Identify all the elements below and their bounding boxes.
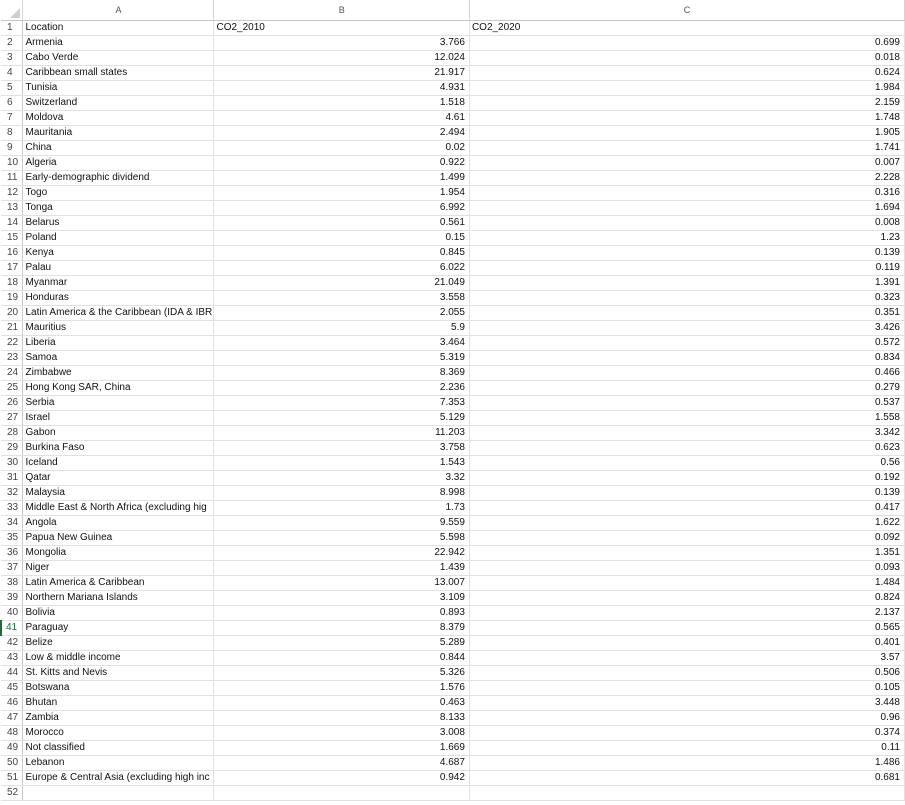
cell-location[interactable]: China (23, 140, 214, 155)
cell-co2-2020[interactable]: 0.092 (469, 530, 904, 545)
row-header[interactable]: 43 (1, 650, 23, 665)
row-header[interactable]: 20 (1, 305, 23, 320)
cell-location[interactable]: Serbia (23, 395, 214, 410)
table-row (1, 290, 905, 305)
cell-co2-2020[interactable]: 0.374 (469, 725, 904, 740)
cell-co2-2010[interactable]: 0.15 (214, 230, 469, 245)
cell-location[interactable]: Algeria (23, 155, 214, 170)
cell-co2-2010[interactable]: 8.379 (214, 620, 469, 635)
table-row (1, 635, 905, 650)
row-header[interactable]: 30 (1, 455, 23, 470)
table-row (1, 260, 905, 275)
cell-co2-2020[interactable]: 1.558 (469, 410, 904, 425)
row-header[interactable]: 7 (1, 110, 23, 125)
cell-co2-2020[interactable]: 3.448 (469, 695, 904, 710)
table-row (1, 770, 905, 785)
row-header[interactable]: 26 (1, 395, 23, 410)
cell-location[interactable]: Early-demographic dividend (23, 170, 214, 185)
cell-co2-2020[interactable]: 1.486 (469, 755, 904, 770)
column-header-b[interactable]: B (214, 0, 469, 20)
row-header[interactable]: 27 (1, 410, 23, 425)
table-row (1, 650, 905, 665)
cell-location[interactable]: Belarus (23, 215, 214, 230)
table-row (1, 65, 905, 80)
cell-co2-2010[interactable]: 2.055 (214, 305, 469, 320)
cell-co2-2020[interactable]: 0.466 (469, 365, 904, 380)
table-row (1, 515, 905, 530)
cell-co2-2010[interactable]: 3.464 (214, 335, 469, 350)
table-row (1, 95, 905, 110)
cell-co2-2010[interactable]: 1.669 (214, 740, 469, 755)
cell-co2-2010[interactable]: 8.369 (214, 365, 469, 380)
cell-location[interactable]: Not classified (23, 740, 214, 755)
column-header-c[interactable]: C (469, 0, 904, 20)
cell-co2-2010[interactable]: 5.319 (214, 350, 469, 365)
table-row (1, 590, 905, 605)
cell-co2-2010[interactable]: 21.917 (214, 65, 469, 80)
cell-co2-2010[interactable]: 9.559 (214, 515, 469, 530)
cell-co2-2020[interactable]: 0.623 (469, 440, 904, 455)
row-header[interactable]: 6 (1, 95, 23, 110)
table-row (1, 185, 905, 200)
table-row (1, 500, 905, 515)
cell-co2-2020[interactable]: 0.119 (469, 260, 904, 275)
cell-location[interactable]: Location (23, 20, 214, 35)
cell-co2-2010[interactable]: 3.766 (214, 35, 469, 50)
cell-co2-2020[interactable]: 0.56 (469, 455, 904, 470)
cell-co2-2010[interactable]: 0.02 (214, 140, 469, 155)
cell-co2-2020[interactable]: 0.008 (469, 215, 904, 230)
table-row (1, 560, 905, 575)
table-row (1, 605, 905, 620)
table-row (1, 695, 905, 710)
cell-co2-2010[interactable]: 3.109 (214, 590, 469, 605)
column-header-row (1, 0, 905, 20)
cell-co2-2020[interactable]: 2.137 (469, 605, 904, 620)
cell-co2-2010[interactable]: 2.494 (214, 125, 469, 140)
cell-location[interactable]: Gabon (23, 425, 214, 440)
table-row (1, 155, 905, 170)
cell-co2-2010[interactable]: 13.007 (214, 575, 469, 590)
row-header[interactable]: 51 (1, 770, 23, 785)
cell-co2-2020[interactable]: 0.093 (469, 560, 904, 575)
row-header[interactable]: 12 (1, 185, 23, 200)
cell-location[interactable]: Iceland (23, 455, 214, 470)
table-row (1, 530, 905, 545)
cell-location[interactable]: Zambia (23, 710, 214, 725)
cell-location[interactable]: Paraguay (23, 620, 214, 635)
cell-co2-2020[interactable]: 0.105 (469, 680, 904, 695)
row-header[interactable]: 13 (1, 200, 23, 215)
cell-co2-2020[interactable]: 0.537 (469, 395, 904, 410)
row-header[interactable]: 33 (1, 500, 23, 515)
row-header[interactable]: 31 (1, 470, 23, 485)
cell-co2-2010[interactable]: 8.133 (214, 710, 469, 725)
cell-co2-2020[interactable]: 1.484 (469, 575, 904, 590)
table-row (1, 425, 905, 440)
row-header[interactable]: 32 (1, 485, 23, 500)
cell-co2-2010[interactable]: 6.992 (214, 200, 469, 215)
cell-location[interactable]: Armenia (23, 35, 214, 50)
cell-location[interactable]: Lebanon (23, 755, 214, 770)
row-header[interactable]: 42 (1, 635, 23, 650)
cell-co2-2010[interactable]: 3.558 (214, 290, 469, 305)
row-header[interactable]: 35 (1, 530, 23, 545)
select-all-corner[interactable] (1, 0, 23, 20)
cell-location[interactable]: Tonga (23, 200, 214, 215)
row-header[interactable]: 19 (1, 290, 23, 305)
cell-co2-2020[interactable]: 3.57 (469, 650, 904, 665)
cell-co2-2020[interactable]: 0.192 (469, 470, 904, 485)
cell-location[interactable]: Poland (23, 230, 214, 245)
cell-co2-2020[interactable]: 0.824 (469, 590, 904, 605)
row-header[interactable]: 21 (1, 320, 23, 335)
cell-co2-2020[interactable]: 1.905 (469, 125, 904, 140)
cell-co2-2020[interactable]: 1.984 (469, 80, 904, 95)
table-row (1, 380, 905, 395)
row-header[interactable]: 52 (1, 785, 23, 800)
table-row (1, 35, 905, 50)
cell-co2-2010[interactable] (214, 785, 469, 800)
table-row (1, 575, 905, 590)
cell-co2-2010[interactable]: 0.463 (214, 695, 469, 710)
cell-co2-2010[interactable]: 0.561 (214, 215, 469, 230)
row-header[interactable]: 45 (1, 680, 23, 695)
cell-co2-2020[interactable]: 0.565 (469, 620, 904, 635)
cell-co2-2010[interactable]: 3.008 (214, 725, 469, 740)
cell-location[interactable]: Botswana (23, 680, 214, 695)
row-header[interactable]: 36 (1, 545, 23, 560)
table-row (1, 140, 905, 155)
cell-co2-2020[interactable]: 1.351 (469, 545, 904, 560)
cell-co2-2020[interactable]: 2.228 (469, 170, 904, 185)
cell-co2-2020[interactable]: 0.417 (469, 500, 904, 515)
table-row (1, 740, 905, 755)
cell-co2-2020[interactable]: 0.401 (469, 635, 904, 650)
table-row (1, 785, 905, 800)
cell-location[interactable]: Samoa (23, 350, 214, 365)
cell-location[interactable]: Mauritius (23, 320, 214, 335)
row-header[interactable]: 1 (1, 20, 23, 35)
row-header[interactable]: 11 (1, 170, 23, 185)
table-row (1, 410, 905, 425)
cell-location[interactable]: Moldova (23, 110, 214, 125)
cell-co2-2010[interactable]: 5.598 (214, 530, 469, 545)
cell-location[interactable]: Tunisia (23, 80, 214, 95)
table-row (1, 350, 905, 365)
row-header[interactable]: 46 (1, 695, 23, 710)
cell-co2-2020[interactable]: 0.279 (469, 380, 904, 395)
cell-location[interactable]: Bolivia (23, 605, 214, 620)
cell-location[interactable] (23, 785, 214, 800)
cell-co2-2020[interactable]: 3.342 (469, 425, 904, 440)
cell-location[interactable]: Myanmar (23, 275, 214, 290)
table-row (1, 485, 905, 500)
cell-co2-2020[interactable] (469, 785, 904, 800)
table-row (1, 245, 905, 260)
cell-location[interactable]: Mongolia (23, 545, 214, 560)
cell-co2-2010[interactable]: 1.954 (214, 185, 469, 200)
row-header[interactable]: 28 (1, 425, 23, 440)
cell-location[interactable]: Middle East & North Africa (excluding hig (23, 500, 214, 515)
cell-co2-2020[interactable]: 1.741 (469, 140, 904, 155)
row-header[interactable]: 40 (1, 605, 23, 620)
cell-co2-2020[interactable]: 1.391 (469, 275, 904, 290)
cell-co2-2020[interactable]: 0.007 (469, 155, 904, 170)
row-header[interactable]: 44 (1, 665, 23, 680)
cell-co2-2010[interactable]: 0.844 (214, 650, 469, 665)
cell-location[interactable]: Europe & Central Asia (excluding high inc (23, 770, 214, 785)
row-header[interactable]: 2 (1, 35, 23, 50)
cell-co2-2010[interactable]: 8.998 (214, 485, 469, 500)
cell-location[interactable]: Togo (23, 185, 214, 200)
cell-location[interactable]: Cabo Verde (23, 50, 214, 65)
cell-co2-2020[interactable]: 0.624 (469, 65, 904, 80)
row-header[interactable]: 18 (1, 275, 23, 290)
cell-co2-2010[interactable]: 22.942 (214, 545, 469, 560)
cell-co2-2020[interactable]: 0.96 (469, 710, 904, 725)
row-header[interactable]: 4 (1, 65, 23, 80)
cell-co2-2010[interactable]: 2.236 (214, 380, 469, 395)
column-header-a[interactable]: A (23, 0, 214, 20)
row-header[interactable]: 25 (1, 380, 23, 395)
row-header[interactable]: 8 (1, 125, 23, 140)
table-row (1, 170, 905, 185)
cell-co2-2020[interactable]: 1.23 (469, 230, 904, 245)
table-row (1, 620, 905, 635)
cell-co2-2010[interactable]: 21.049 (214, 275, 469, 290)
cell-co2-2010[interactable]: 3.32 (214, 470, 469, 485)
cell-co2-2010[interactable]: 1.543 (214, 455, 469, 470)
cell-co2-2010[interactable]: 0.922 (214, 155, 469, 170)
table-row (1, 305, 905, 320)
table-row (1, 275, 905, 290)
row-header[interactable]: 15 (1, 230, 23, 245)
row-header[interactable]: 22 (1, 335, 23, 350)
cell-co2-2020[interactable]: 0.506 (469, 665, 904, 680)
cell-location[interactable]: Burkina Faso (23, 440, 214, 455)
cell-location[interactable]: Papua New Guinea (23, 530, 214, 545)
cell-location[interactable]: Kenya (23, 245, 214, 260)
row-header[interactable]: 14 (1, 215, 23, 230)
grid-body (1, 20, 905, 800)
cell-co2-2010[interactable]: 1.73 (214, 500, 469, 515)
table-row (1, 80, 905, 95)
row-header[interactable]: 9 (1, 140, 23, 155)
table-row (1, 680, 905, 695)
cell-location[interactable]: Morocco (23, 725, 214, 740)
table-row (1, 110, 905, 125)
cell-co2-2010[interactable]: 0.942 (214, 770, 469, 785)
row-header[interactable]: 29 (1, 440, 23, 455)
cell-location[interactable]: Liberia (23, 335, 214, 350)
cell-co2-2010[interactable]: 7.353 (214, 395, 469, 410)
cell-co2-2010[interactable]: 1.499 (214, 170, 469, 185)
cell-location[interactable]: Angola (23, 515, 214, 530)
cell-location[interactable]: Caribbean small states (23, 65, 214, 80)
cell-co2-2010[interactable]: CO2_2010 (214, 20, 469, 35)
cell-location[interactable]: Palau (23, 260, 214, 275)
cell-co2-2010[interactable]: 1.518 (214, 95, 469, 110)
row-header[interactable]: 49 (1, 740, 23, 755)
table-row (1, 320, 905, 335)
cell-co2-2010[interactable]: 11.203 (214, 425, 469, 440)
cell-location[interactable]: Honduras (23, 290, 214, 305)
row-header[interactable]: 17 (1, 260, 23, 275)
table-row (1, 125, 905, 140)
table-row (1, 200, 905, 215)
cell-location[interactable]: Belize (23, 635, 214, 650)
cell-co2-2010[interactable]: 1.576 (214, 680, 469, 695)
table-row (1, 230, 905, 245)
cell-co2-2020[interactable]: CO2_2020 (469, 20, 904, 35)
cell-co2-2010[interactable]: 12.024 (214, 50, 469, 65)
row-header[interactable]: 24 (1, 365, 23, 380)
table-row (1, 455, 905, 470)
row-header[interactable]: 10 (1, 155, 23, 170)
row-header[interactable]: 23 (1, 350, 23, 365)
cell-co2-2020[interactable]: 1.748 (469, 110, 904, 125)
row-header[interactable]: 16 (1, 245, 23, 260)
row-header[interactable]: 47 (1, 710, 23, 725)
row-header[interactable]: 37 (1, 560, 23, 575)
cell-location[interactable]: Latin America & the Caribbean (IDA & IBR (23, 305, 214, 320)
cell-co2-2020[interactable]: 0.351 (469, 305, 904, 320)
cell-location[interactable]: Niger (23, 560, 214, 575)
cell-co2-2020[interactable]: 2.159 (469, 95, 904, 110)
cell-location[interactable]: Mauritania (23, 125, 214, 140)
cell-co2-2020[interactable]: 1.622 (469, 515, 904, 530)
cell-location[interactable]: Northern Mariana Islands (23, 590, 214, 605)
table-row (1, 725, 905, 740)
cell-co2-2020[interactable]: 0.316 (469, 185, 904, 200)
cell-location[interactable]: Switzerland (23, 95, 214, 110)
cell-co2-2020[interactable]: 0.018 (469, 50, 904, 65)
cell-location[interactable]: Qatar (23, 470, 214, 485)
cell-location[interactable]: Hong Kong SAR, China (23, 380, 214, 395)
cell-co2-2020[interactable]: 0.11 (469, 740, 904, 755)
cell-co2-2010[interactable]: 5.9 (214, 320, 469, 335)
table-row (1, 545, 905, 560)
cell-location[interactable]: Malaysia (23, 485, 214, 500)
cell-co2-2010[interactable]: 1.439 (214, 560, 469, 575)
table-row (1, 440, 905, 455)
table-row (1, 365, 905, 380)
cell-location[interactable]: Zimbabwe (23, 365, 214, 380)
cell-location[interactable]: St. Kitts and Nevis (23, 665, 214, 680)
row-header[interactable]: 3 (1, 50, 23, 65)
table-row (1, 215, 905, 230)
cell-co2-2020[interactable]: 0.323 (469, 290, 904, 305)
cell-co2-2010[interactable]: 6.022 (214, 260, 469, 275)
row-header[interactable]: 5 (1, 80, 23, 95)
cell-location[interactable]: Bhutan (23, 695, 214, 710)
cell-co2-2010[interactable]: 5.289 (214, 635, 469, 650)
cell-co2-2010[interactable]: 3.758 (214, 440, 469, 455)
table-row (1, 755, 905, 770)
row-header[interactable]: 48 (1, 725, 23, 740)
table-row (1, 20, 905, 35)
cell-co2-2020[interactable]: 0.139 (469, 485, 904, 500)
row-header[interactable]: 38 (1, 575, 23, 590)
row-header[interactable]: 50 (1, 755, 23, 770)
table-row (1, 470, 905, 485)
cell-location[interactable]: Latin America & Caribbean (23, 575, 214, 590)
cell-co2-2020[interactable]: 0.139 (469, 245, 904, 260)
cell-co2-2010[interactable]: 5.326 (214, 665, 469, 680)
row-header[interactable]: 41 (1, 620, 23, 635)
cell-location[interactable]: Low & middle income (23, 650, 214, 665)
cell-co2-2010[interactable]: 4.931 (214, 80, 469, 95)
cell-co2-2010[interactable]: 0.893 (214, 605, 469, 620)
cell-co2-2020[interactable]: 0.681 (469, 770, 904, 785)
row-header[interactable]: 34 (1, 515, 23, 530)
cell-co2-2010[interactable]: 4.61 (214, 110, 469, 125)
cell-co2-2020[interactable]: 0.572 (469, 335, 904, 350)
cell-location[interactable]: Israel (23, 410, 214, 425)
cell-co2-2020[interactable]: 1.694 (469, 200, 904, 215)
table-row (1, 335, 905, 350)
table-row (1, 665, 905, 680)
cell-co2-2020[interactable]: 0.834 (469, 350, 904, 365)
table-row (1, 50, 905, 65)
cell-co2-2020[interactable]: 0.699 (469, 35, 904, 50)
table-row (1, 395, 905, 410)
table-row (1, 710, 905, 725)
row-header[interactable]: 39 (1, 590, 23, 605)
cell-co2-2020[interactable]: 3.426 (469, 320, 904, 335)
cell-co2-2010[interactable]: 4.687 (214, 755, 469, 770)
cell-co2-2010[interactable]: 5.129 (214, 410, 469, 425)
cell-co2-2010[interactable]: 0.845 (214, 245, 469, 260)
